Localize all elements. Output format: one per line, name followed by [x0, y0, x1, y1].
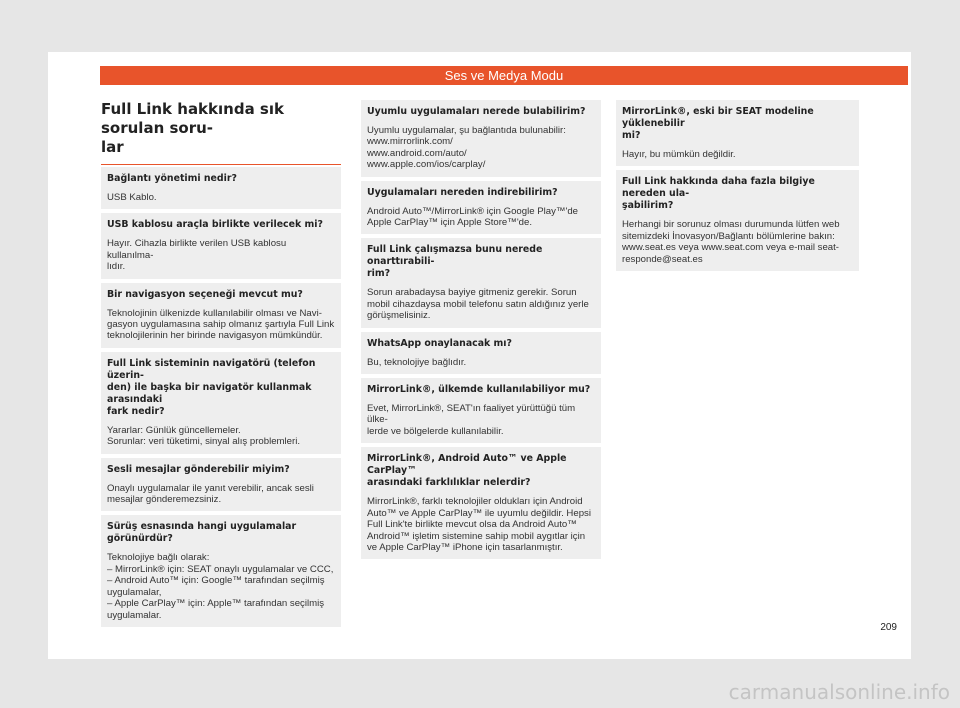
faq-answer: Herhangi bir sorunuz olması durumunda lütfen web sitemizdeki İnovasyon/Bağlantı bölümlerine bakın: www.seat.es veya www.seat.com veya e-mail seat- responde@seat.es [622, 219, 840, 265]
faq-item [361, 181, 601, 235]
faq-question: Bağlantı yönetimi nedir? [107, 173, 237, 184]
faq-answer: Teknolojiye bağlı olarak: – MirrorLink® için: SEAT onaylı uygulamalar ve CCC, – Android Auto™ için: Google™ tarafından seçilmiş uygulamalar, – Apple CarPlay™ için: Apple™ tarafından seçilmiş uygulamalar. [107, 552, 334, 621]
faq-answer: USB Kablo. [107, 192, 157, 203]
faq-answer: Yararlar: Günlük güncellemeler. Sorunlar: veri tüketimi, sinyal alış problemleri. [107, 424, 301, 448]
faq-question: Full Link sisteminin navigatörü (telefon üzerin- den) ile başka bir navigatör kullanmak arasındaki fark nedir? [107, 357, 316, 417]
faq-question: Full Link çalışmazsa bunu nerede onarttırabili- rim? [367, 244, 543, 280]
faq-question: WhatsApp onaylanacak mı? [367, 337, 512, 349]
faq-item [101, 352, 341, 454]
faq-item [101, 515, 341, 626]
column-3 [616, 100, 859, 275]
faq-item [101, 213, 341, 278]
column-1 [101, 100, 341, 631]
faq-answer: Onaylı uygulamalar ile yanıt verebilir, ancak sesli mesajlar gönderemezsiniz. [107, 482, 314, 506]
faq-answer: Sorun arabadaysa bayiye gitmeniz gerekir. Sorun mobil cihazdaysa mobil telefonu satın aldığınız yerle görüşmelisiniz. [367, 287, 589, 322]
faq-item [361, 447, 601, 559]
faq-question: MirrorLink®, ülkemde kullanılabiliyor mu? [367, 384, 591, 396]
faq-item [101, 458, 341, 512]
faq-question: Sesli mesajlar gönderebilir miyim? [107, 463, 290, 475]
faq-item [616, 100, 859, 166]
faq-question: Bir navigasyon seçeneği mevcut mu? [107, 288, 303, 300]
faq-question: Uygulamaları nereden indirebilirim? [367, 186, 558, 198]
faq-answer: Uyumlu uygulamalar, şu bağlantıda bulunabilir: www.mirrorlink.com/ www.android.com/auto/ www.apple.com/ios/carplay/ [367, 125, 566, 171]
faq-question: Sürüş esnasında hangi uygulamalar görünürdür? [107, 521, 297, 545]
faq-item [101, 283, 341, 348]
faq-question: USB kablosu araçla birlikte verilecek mi? [107, 219, 323, 231]
faq-answer: MirrorLink®, farklı teknolojiler oldukları için Android Auto™ ve Apple CarPlay™ ile uyumlu değildir. Hepsi Full Link'te birlikte mevcut olsa da Android Auto™ Android™ işletim sistemine sahip mobil aygıtlar için ve Apple CarPlay™ iPhone için tasarlanmıştır. [367, 496, 591, 553]
faq-answer: Teknolojinin ülkenizde kullanılabilir olması ve Navi- gasyon uygulamasına sahip olmanız şartıyla Full Link teknolojilerinin her birinde navigasyon mümkündür. [107, 307, 335, 342]
watermark-text: carmanualsonline.info [728, 680, 950, 704]
faq-item [361, 238, 601, 327]
page-number: 209 [880, 622, 897, 633]
section-title: Full Link hakkında sık sorulan soru- lar [101, 100, 341, 165]
faq-item [361, 332, 601, 374]
faq-answer: Android Auto™/MirrorLink® için Google Play™'de Apple CarPlay™ için Apple Store™'de. [367, 205, 578, 229]
faq-item [101, 167, 341, 209]
faq-answer: Hayır. Cihazla birlikte verilen USB kablosu kullanılma- lıdır. [107, 238, 287, 273]
manual-page [48, 52, 911, 659]
faq-answer: Evet, MirrorLink®, SEAT'ın faaliyet yürüttüğü tüm ülke- lerde ve bölgelerde kullanılabilir. [367, 403, 576, 437]
faq-question: MirrorLink®, Android Auto™ ve Apple CarPlay™ arasındaki farklılıklar nelerdir? [367, 453, 567, 489]
faq-answer: Hayır, bu mümkün değildir. [622, 149, 736, 160]
faq-item [361, 100, 601, 177]
faq-item [361, 378, 601, 443]
faq-item [616, 170, 859, 271]
faq-question: MirrorLink®, eski bir SEAT modeline yüklenebilir mi? [622, 106, 814, 141]
column-2 [361, 100, 601, 563]
chapter-header: Ses ve Medya Modu [100, 66, 908, 85]
faq-question: Full Link hakkında daha fazla bilgiye nereden ula- şabilirim? [622, 176, 815, 212]
faq-answer: Bu, teknolojiye bağlıdır. [367, 356, 467, 368]
faq-question: Uyumlu uygulamaları nerede bulabilirim? [367, 106, 586, 117]
